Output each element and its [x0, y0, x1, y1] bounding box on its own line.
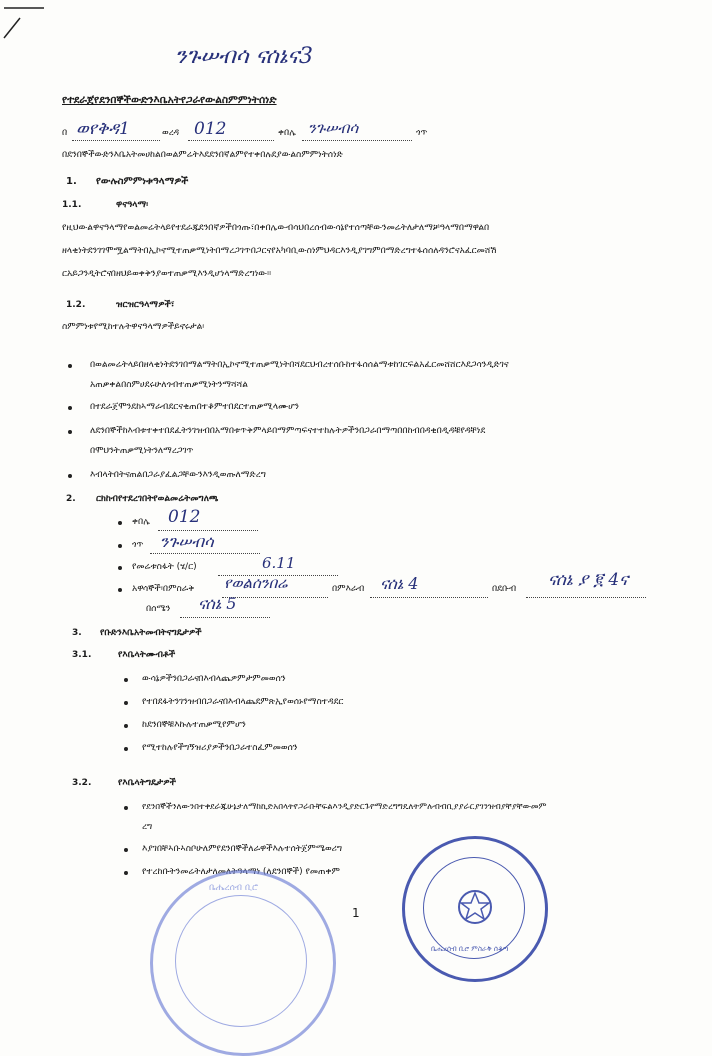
woreda-line — [188, 140, 274, 141]
intro-prefix-1: በ — [62, 128, 68, 138]
section-3-1-number: 3.1. — [72, 650, 92, 660]
page-number: 1 — [352, 906, 360, 920]
got-value-handwritten: ንጉሠብሳ — [160, 532, 214, 551]
intro-line-2: በደንበኞችውድንእቤአትመሀከልበወልምሬትእደደንበኛልምየተቀበሉደያውልስምምነትሰነድ — [62, 150, 343, 160]
land-area-label: የመሬቱስፋት (ሄ/ር) — [132, 562, 197, 572]
date-line — [72, 140, 160, 141]
section-2-title: ርክከብየተደረገበትየወልመሬትመግለጫ — [96, 494, 219, 504]
north-value-handwritten: ናሰኔ 5 — [198, 594, 237, 613]
kebele-line — [302, 140, 412, 141]
bullet — [118, 521, 122, 525]
bullet — [118, 588, 122, 592]
section-1-2-bullet-3: ለደንበኞችከእብቱተቀተበደፈትንገዝብበአማበቱጥቅምላይበማምጣፍናተተከሉትዎችንበጋራበማጣበበከብበዳቂበዲዳቹየዳቸነደ — [90, 426, 486, 436]
north-value-line — [180, 617, 270, 618]
section-1-1-title: ዋናዓላማ፡ — [116, 200, 149, 210]
section-3-2-bullet-1-cont: ረግ — [142, 822, 153, 832]
section-2-number: 2. — [66, 494, 76, 504]
bullet — [124, 806, 128, 810]
intro-line-1 — [62, 119, 702, 147]
bullet — [68, 406, 72, 410]
section-3-1-bullet-4: የሚተከሉየችግኝዝሪያዎችንበጋራተስፈምመወሰን — [142, 743, 298, 753]
bullet — [124, 724, 128, 728]
bullet — [68, 430, 72, 434]
section-1-1-paragraph-line-1: የዚህውልዋናዓላማየወልመሬትላይየተደራጁደንበኛዎችበጎጡ፣በቀበሌውብሳህበረሰብውሳኔየተሰጣቸውንመሬትለታለማቻዓላማበማዋልበ — [62, 223, 490, 233]
section-3-2-bullet-3: የተረከቡትንመሬትለታለመለትዓላማነ (ለደንበኞች) የመጠቀም — [142, 867, 340, 877]
section-3-2-bullet-2: እያገበቸኣቡኣስቦሁለምየደንበኞችለራዋችእሉተሰትጀምሜወሪግ — [142, 844, 343, 854]
south-label: በደቡብ — [492, 584, 517, 594]
section-1-2-bullet-3-cont: በሞህንትጠቃሚነትንለማረጋገጥ — [90, 446, 194, 456]
kebele-label: ቀበሌ — [132, 517, 150, 527]
west-value-handwritten: ናሰኔ 4 — [380, 574, 419, 593]
bullet — [118, 566, 122, 570]
section-3-2-title: የእቤላትግዴታዎች — [118, 778, 176, 788]
handwritten-title: ንጉሠብሳ ናሰኔና3 — [175, 44, 314, 69]
south-value-handwritten: ናሰኔ ያ ፪ 4ና — [548, 570, 629, 590]
bullet — [124, 848, 128, 852]
intro-prefix-2: ወረዳ — [162, 128, 180, 138]
stamp-right-text: ቤሔረሰብ ቢሮ ምስራቅ ሰቆጣ — [431, 945, 509, 953]
section-1-2-bullet-4: እብላትበትናጠልበጋራያፈልጋቸውንእንዲወጡለማድረግ — [90, 470, 266, 480]
east-value-line — [222, 597, 328, 598]
bullet — [124, 678, 128, 682]
document-title: የተደራጀየደንበኞችውድንእቤአትየጋራየውልስምምነትሰነድ — [62, 94, 277, 106]
bullet — [124, 871, 128, 875]
north-label: በሰሜን — [146, 604, 171, 614]
got-label: ጎጥ — [132, 540, 144, 550]
section-1-2-title: ዝርዝርዓላማዎች፣ — [116, 300, 175, 310]
section-1-2-number: 1.2. — [66, 300, 86, 310]
section-1-2-bullet-1-cont: አጠቃቀልበስምሀደሩሁለጎብተጠቃሚነትንማሻሻል — [90, 380, 248, 390]
section-3-1-title: የእቤላትሙብቶች — [118, 650, 176, 660]
west-value-line — [370, 597, 488, 598]
emblem-icon — [453, 885, 497, 929]
kebele-value-line — [158, 530, 258, 531]
section-1-number: 1. — [66, 176, 77, 187]
section-1-1-paragraph-line-3: ርአይጋንዲትሮናበዘህይወቀቅንያወተጠቃሚእንዲሆነላማድረግነው። — [62, 269, 272, 279]
section-3-1-bullet-3: ከደንበኞቹእኩሉተጠቃሚየምሆን — [142, 720, 246, 730]
section-3-1-bullet-1: ውሳኔዎችንበጋራናበእብላጨዎምታምመወሰን — [142, 674, 286, 684]
bullet — [68, 474, 72, 478]
bullet — [118, 544, 122, 548]
bullet — [68, 364, 72, 368]
section-1-1-number: 1.1. — [62, 200, 82, 210]
section-3-2-number: 3.2. — [72, 778, 92, 788]
bullet — [124, 701, 128, 705]
section-3-2-bullet-1: የደንበኞችንለውንበተቀደራጁሁኔታለማከኪድአበላትየጋራቡቸፍልእንዲያድርጉየማድረግግዴለትምሉብብቢያያራርያገንዝብያቸያቸውመም — [142, 802, 547, 812]
intro-prefix-3: ቀበሌ — [278, 128, 296, 138]
intro-suffix: ጎጥ — [416, 128, 428, 138]
stamp-inner-ring — [175, 895, 307, 1027]
bullet — [124, 747, 128, 751]
west-label: በምእራብ — [332, 584, 365, 594]
south-value-line — [526, 597, 646, 598]
intro-woreda-handwritten: 012 — [194, 119, 227, 139]
section-3-title: የቡድንእቤአትመብትናግዴታዎች — [100, 628, 202, 638]
got-value-line — [150, 553, 260, 554]
section-1-2-intro: ስምምነቱየሚከተሉትዋናዓላማዎችይኖሩታል፡ — [62, 322, 205, 332]
stamp-left-text: ቤሔረሰብ ቢሮ — [209, 883, 258, 893]
official-stamp-left — [150, 870, 336, 1056]
boundaries-east-label: አዋሳኞች፡በምስራቅ — [132, 584, 195, 594]
east-value-handwritten: የወልሰንበሬ — [224, 574, 288, 592]
intro-date-handwritten: ወየቅዳ1 — [76, 119, 130, 139]
corner-pen-mark — [0, 0, 50, 50]
kebele-value-handwritten: 012 — [168, 507, 201, 527]
section-1-1-paragraph-line-2: ዘላቂነትደንገገሞሟልማትበኢኮኖሚተጠቃሚነትበማረጋገጥበጋርናየአካባቢውስነምህዳርእንዲያገግምበማድረግተፋሰሰለዳንሮናአፈርመሸሽ — [62, 246, 497, 256]
official-stamp-right — [402, 836, 548, 982]
section-1-2-bullet-2: በተደራጀሞንደከኣማራብደርናቂጠበተቆምተበደርተጠቃሚላሙሆን — [90, 402, 299, 412]
section-1-2-bullet-1: በወልመሬትላይበዘላቂነትደንገበማልማትበኢኮኖሚተጠቃሚነትበሻደርህብረተሰቡከተፋሰሰልማቱከገርፍልአፈርመሸሸርእደጋሳንዲድገና — [90, 360, 509, 370]
intro-kebele-handwritten: ንጉሠብሳ — [308, 119, 359, 137]
land-area-value-handwritten: 6.11 — [262, 554, 296, 572]
section-3-1-bullet-2: የተበደፋትንገንዝብበጋራናበእብላጨደምጽኢየወሰኑየማስተዳደር — [142, 697, 344, 707]
section-3-number: 3. — [72, 628, 82, 638]
section-1-title: የውሉስምምነቱዓላማዎች — [96, 176, 189, 187]
